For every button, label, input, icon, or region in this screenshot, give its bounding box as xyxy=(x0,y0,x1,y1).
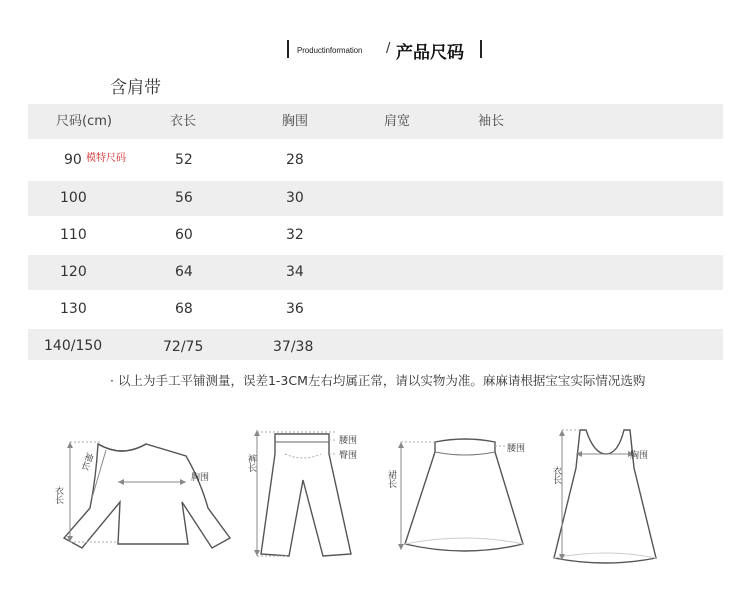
header-zh-title: 产品尺码 xyxy=(396,43,464,63)
pants-diagram xyxy=(245,420,365,565)
top-length-label: 衣长 xyxy=(53,486,63,504)
cell-chest: 37/38 xyxy=(273,339,314,355)
header-slash: / xyxy=(386,41,391,56)
top-sleeve-label: 袖长 xyxy=(78,450,94,471)
model-size-note: 模特尺码 xyxy=(86,153,126,164)
cell-size: 140/150 xyxy=(44,338,103,354)
skirt-waist-label: 腰围 xyxy=(507,444,526,454)
cell-length: 60 xyxy=(175,227,193,243)
cell-length: 52 xyxy=(175,152,193,168)
dress-length-label: 衣长 xyxy=(551,466,561,484)
measurement-note: · 以上为手工平铺测量，误差1-3CM左右均属正常，请以实物为准。麻麻请根据宝宝实际情况选购 xyxy=(110,373,646,388)
header-shoulder: 肩宽 xyxy=(384,114,411,129)
cell-chest: 30 xyxy=(286,190,304,206)
cell-size: 120 xyxy=(60,264,87,280)
header-left-bar xyxy=(287,40,289,58)
pants-length-label: 裤长 xyxy=(246,454,256,472)
top-diagram xyxy=(50,420,240,550)
cell-chest: 34 xyxy=(286,264,304,280)
top-chest-label: 胸围 xyxy=(191,473,210,483)
cell-chest: 28 xyxy=(286,152,304,168)
header-en-title: Productinformation xyxy=(297,46,363,55)
cell-length: 72/75 xyxy=(163,339,204,355)
header-length: 衣长 xyxy=(170,114,197,129)
header-sleeve: 袖长 xyxy=(478,114,505,129)
cell-length: 56 xyxy=(175,190,193,206)
skirt-length-label: 裙长 xyxy=(386,470,396,488)
section-header xyxy=(0,38,750,62)
dress-diagram xyxy=(540,420,660,570)
cell-size: 130 xyxy=(60,301,87,317)
cell-chest: 36 xyxy=(286,301,304,317)
table-row xyxy=(28,329,723,360)
table-header-row xyxy=(28,104,723,139)
dress-outline-icon xyxy=(540,420,660,570)
table-row xyxy=(28,218,723,253)
pants-hip-label: 臀围 xyxy=(339,451,358,461)
cell-chest: 32 xyxy=(286,227,304,243)
cell-size: 110 xyxy=(60,227,87,243)
header-size: 尺码(cm) xyxy=(56,114,112,129)
cell-size: 90 xyxy=(64,152,82,168)
header-chest: 胸围 xyxy=(282,114,309,129)
table-row xyxy=(28,292,723,327)
header-right-bar xyxy=(480,40,482,58)
skirt-diagram xyxy=(383,420,533,560)
top-outline-icon xyxy=(50,420,240,550)
table-row xyxy=(28,255,723,290)
cell-size: 100 xyxy=(60,190,87,206)
dress-chest-label: 胸围 xyxy=(630,451,649,461)
cell-length: 68 xyxy=(175,301,193,317)
table-row xyxy=(28,143,723,178)
pants-waist-label: 腰围 xyxy=(339,436,358,446)
table-row xyxy=(28,181,723,216)
subtitle: 含肩带 xyxy=(110,78,161,98)
cell-length: 64 xyxy=(175,264,193,280)
